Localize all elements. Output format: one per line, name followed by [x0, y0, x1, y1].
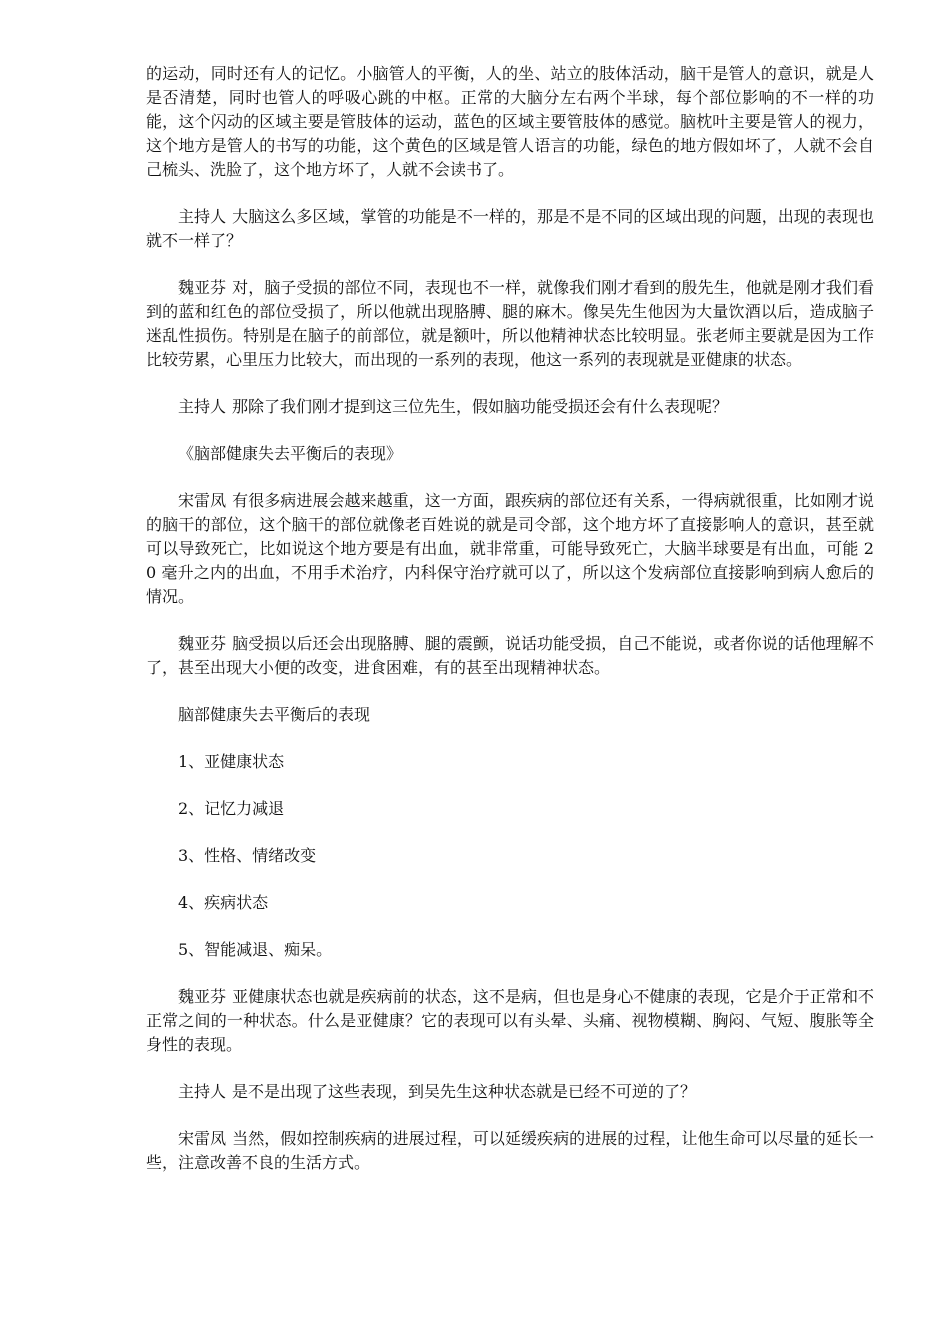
- paragraph-text: 是不是出现了这些表现，到吴先生这种状态就是已经不可逆的了？: [232, 1082, 697, 1101]
- dialogue-paragraph: [146, 1127, 874, 1175]
- dialogue-paragraph: [146, 205, 874, 253]
- dialogue-paragraph: [146, 489, 874, 609]
- speaker-name: 主持人: [178, 397, 227, 416]
- dialogue-paragraph: [146, 985, 874, 1057]
- speaker-name: 主持人: [178, 1082, 227, 1101]
- list-item-text: 3、性格、情绪改变: [178, 846, 317, 865]
- list-heading-text: 脑部健康失去平衡后的表现: [178, 705, 371, 724]
- paragraph-text: 当然，假如控制疾病的进展过程，可以延缓疾病的进展的过程，让他生命可以尽量的延长一些，注意改善不良的生活方式。: [146, 1129, 874, 1172]
- list-item-text: 1、亚健康状态: [178, 752, 285, 771]
- paragraph-text: 有很多病进展会越来越重，这一方面，跟疾病的部位还有关系，一得病就很重，比如刚才说的脑干的部位，这个脑干的部位就像老百姓说的就是司令部，这个地方坏了直接影响人的意识，甚至就可以导致死亡，比如说这个地方要是有出血，就非常重，可能导致死亡，大脑半球要是有出血，可能 20 毫升之内的出血，不用手术治疗，内科保守治疗就可以了，所以这个发病部位直接影响到病人愈后的情况。: [146, 491, 874, 606]
- list-item: [146, 750, 874, 774]
- speaker-name: 宋雷凤: [178, 491, 227, 510]
- dialogue-paragraph: [146, 276, 874, 372]
- speaker-name: 魏亚芬: [178, 634, 227, 653]
- speaker-name: 宋雷凤: [178, 1129, 227, 1148]
- speaker-name: 魏亚芬: [178, 987, 227, 1006]
- paragraph-text: 对，脑子受损的部位不同，表现也不一样，就像我们刚才看到的殷先生，他就是刚才我们看到的蓝和红色的部位受损了，所以他就出现胳膊、腿的麻木。像吴先生他因为大量饮酒以后，造成脑子迷乱性损伤。特别是在脑子的前部位，就是额叶，所以他精神状态比较明显。张老师主要就是因为工作比较劳累，心里压力比较大，而出现的一系列的表现，他这一系列的表现就是亚健康的状态。: [146, 278, 874, 369]
- paragraph: [146, 62, 874, 182]
- paragraph-text: 脑受损以后还会出现胳膊、腿的震颤，说话功能受损，自己不能说，或者你说的话他理解不了，甚至出现大小便的改变，进食困难，有的甚至出现精神状态。: [146, 634, 874, 677]
- paragraph-text: 的运动，同时还有人的记忆。小脑管人的平衡，人的坐、站立的肢体活动，脑干是管人的意识，就是人是否清楚，同时也管人的呼吸心跳的中枢。正常的大脑分左右两个半球，每个部位影响的不一样的功能，这个闪动的区域主要是管肢体的运动，蓝色的区域主要管肢体的感觉。脑枕叶主要是管人的视力，这个地方是管人的书写的功能，这个黄色的区域是管人语言的功能，绿色的地方假如坏了，人就不会自己梳头、洗脸了，这个地方坏了，人就不会读书了。: [146, 64, 874, 179]
- paragraph-text: 亚健康状态也就是疾病前的状态，这不是病，但也是身心不健康的表现，它是介于正常和不正常之间的一种状态。什么是亚健康？它的表现可以有头晕、头痛、视物模糊、胸闷、气短、腹胀等全身性的表现。: [146, 987, 874, 1054]
- speaker-name: 魏亚芬: [178, 278, 227, 297]
- list-item: [146, 938, 874, 962]
- dialogue-paragraph: [146, 1080, 874, 1104]
- paragraph-text: 大脑这么多区域，掌管的功能是不一样的，那是不是不同的区域出现的问题，出现的表现也就不一样了？: [146, 207, 874, 250]
- speaker-name: 主持人: [178, 207, 227, 226]
- list-item-text: 4、疾病状态: [178, 893, 269, 912]
- list-heading: [146, 703, 874, 727]
- list-item-text: 5、智能减退、痴呆。: [178, 940, 333, 959]
- list-item-text: 2、记忆力减退: [178, 799, 285, 818]
- section-title-text: 《脑部健康失去平衡后的表现》: [178, 444, 403, 463]
- paragraph-text: 那除了我们刚才提到这三位先生，假如脑功能受损还会有什么表现呢？: [232, 397, 729, 416]
- list-item: [146, 891, 874, 915]
- section-title: [146, 442, 874, 466]
- list-item: [146, 797, 874, 821]
- dialogue-paragraph: [146, 395, 874, 419]
- dialogue-paragraph: [146, 632, 874, 680]
- list-item: [146, 844, 874, 868]
